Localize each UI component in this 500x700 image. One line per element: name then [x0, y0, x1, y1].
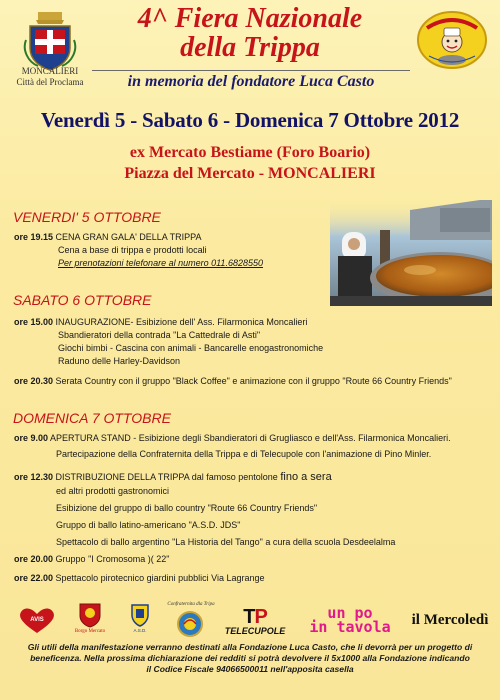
- schedule-text: Serata Country con il gruppo "Black Coffee" e animazione con il gruppo "Route 66 Country Friends": [55, 376, 452, 386]
- schedule-time: ore 15.00: [14, 317, 54, 327]
- moncalieri-crest-icon: [22, 10, 78, 72]
- schedule-time: ore 22.00: [14, 573, 54, 583]
- schedule-text: CENA GRAN GALA' DELLA TRIPPA: [55, 232, 202, 242]
- event-dates: Venerdì 5 - Sabato 6 - Domenica 7 Ottobre 2012: [40, 108, 460, 132]
- unpo-label-line1: un po: [327, 604, 373, 622]
- schedule-time: ore 19.15: [14, 232, 54, 242]
- schedule-time: ore 20.30: [14, 376, 54, 386]
- schedule-row: [14, 471, 332, 483]
- asd-label: A.S.D.: [133, 628, 147, 633]
- footer-line: beneficenza. Nella prossima dichiarazione dei redditi si potrà devolvere il 5x1000 alla Fondazione indicando: [30, 653, 470, 663]
- memorial-subtitle: in memoria del fondatore Luca Casto: [92, 70, 410, 91]
- schedule-time: ore 20.00: [14, 554, 54, 564]
- venue-line1: ex Mercato Bestiame (Foro Boario): [129, 144, 371, 161]
- sponsor-logos: [0, 600, 500, 640]
- schedule-row: ed altri prodotti gastronomici: [56, 486, 170, 496]
- schedule-time: ore 9.00: [14, 433, 49, 443]
- borgo-mercato-crest-icon: [78, 602, 102, 628]
- city-name: MONCALIERI: [21, 66, 79, 76]
- schedule-time: ore 12.30: [14, 472, 54, 482]
- schedule-row: Gruppo di ballo latino-americano "A.S.D. JDS": [56, 520, 241, 530]
- schedule-text: DISTRIBUZIONE DELLA TRIPPA dal famoso pentolone: [55, 472, 278, 482]
- schedule-row: Raduno delle Harley-Davidson: [58, 356, 181, 366]
- footer-line: Gli utili della manifestazione verranno destinati alla Fondazione Luca Casto, che li devorrà per un progetto di: [27, 642, 473, 652]
- tripe-pot-photo: [330, 200, 492, 306]
- schedule-row: [14, 553, 169, 565]
- schedule-text: Spettacolo pirotecnico giardini pubblici Via Lagrange: [55, 573, 265, 583]
- charity-footer-note: [8, 642, 492, 675]
- schedule-text-emphasis: fino a sera: [280, 471, 332, 483]
- telecupole-label: TELECUPOLE: [224, 626, 286, 636]
- schedule-text: APERTURA STAND - Esibizione degli Sbandieratori di Grugliasco e dell'Ass. Filarmonica Moncalieri.: [50, 433, 451, 443]
- schedule-row: Spettacolo di ballo argentino "La Historia del Tango" a cura della scuola Desdeelalma: [56, 537, 396, 547]
- schedule-row: Cena a base di trippa e prodotti locali: [58, 245, 207, 255]
- city-motto: Città del Proclama: [16, 77, 84, 87]
- schedule-text: INAUGURAZIONE- Esibizione dell' Ass. Filarmonica Moncalieri: [55, 317, 308, 327]
- schedule-row: [14, 316, 307, 328]
- venue-line2: Piazza del Mercato - MONCALIERI: [124, 165, 376, 182]
- asd-crest-icon: [130, 603, 150, 627]
- footer-line: il Codice Fiscale 94066500011 nell'apposita casella: [146, 664, 354, 674]
- schedule-row: Sbandieratori della contrada "La Cattedrale di Asti": [58, 330, 261, 340]
- day-heading-friday: VENERDI' 5 OTTOBRE: [13, 209, 161, 225]
- telecupole-mark: TP: [243, 606, 267, 628]
- mercoledi-label: il Mercoledì: [411, 612, 489, 628]
- schedule-row: [14, 572, 265, 584]
- city-label: [6, 66, 94, 88]
- schedule-row: Giochi bimbi - Cascina con animali - Bancarelle enogastronomiche: [58, 343, 324, 353]
- confraternita-crest-icon: [176, 610, 204, 638]
- confraternita-label: Confraternita dla Tripa: [167, 602, 215, 607]
- schedule-row: Partecipazione della Confraternita della Trippa e di Telecupole con l'animazione di Pino Minler.: [56, 449, 432, 459]
- borgo-mercato-label: Borgo Mercato: [74, 629, 106, 634]
- schedule-row: [14, 231, 202, 243]
- avis-label: AVIS: [30, 617, 44, 623]
- event-title-line2: della Trippa: [180, 32, 320, 63]
- tripe-d-muncale-logo-icon: [413, 8, 491, 72]
- avis-heart-icon: [18, 606, 56, 634]
- day-heading-sunday: DOMENICA 7 OTTOBRE: [13, 410, 171, 426]
- event-title-line1: 4^ Fiera Nazionale: [137, 3, 363, 34]
- schedule-row: [14, 375, 452, 387]
- schedule-row: Esibizione del gruppo di ballo country "Route 66 Country Friends": [56, 503, 318, 513]
- unpo-label-line2: in tavola: [309, 618, 391, 636]
- booking-phone-text: Per prenotazioni telefonare al numero 011.6828550: [58, 258, 263, 268]
- schedule-row: [14, 432, 451, 444]
- day-heading-saturday: SABATO 6 OTTOBRE: [13, 292, 152, 308]
- schedule-text: Gruppo "I Cromosoma )( 22": [55, 554, 170, 564]
